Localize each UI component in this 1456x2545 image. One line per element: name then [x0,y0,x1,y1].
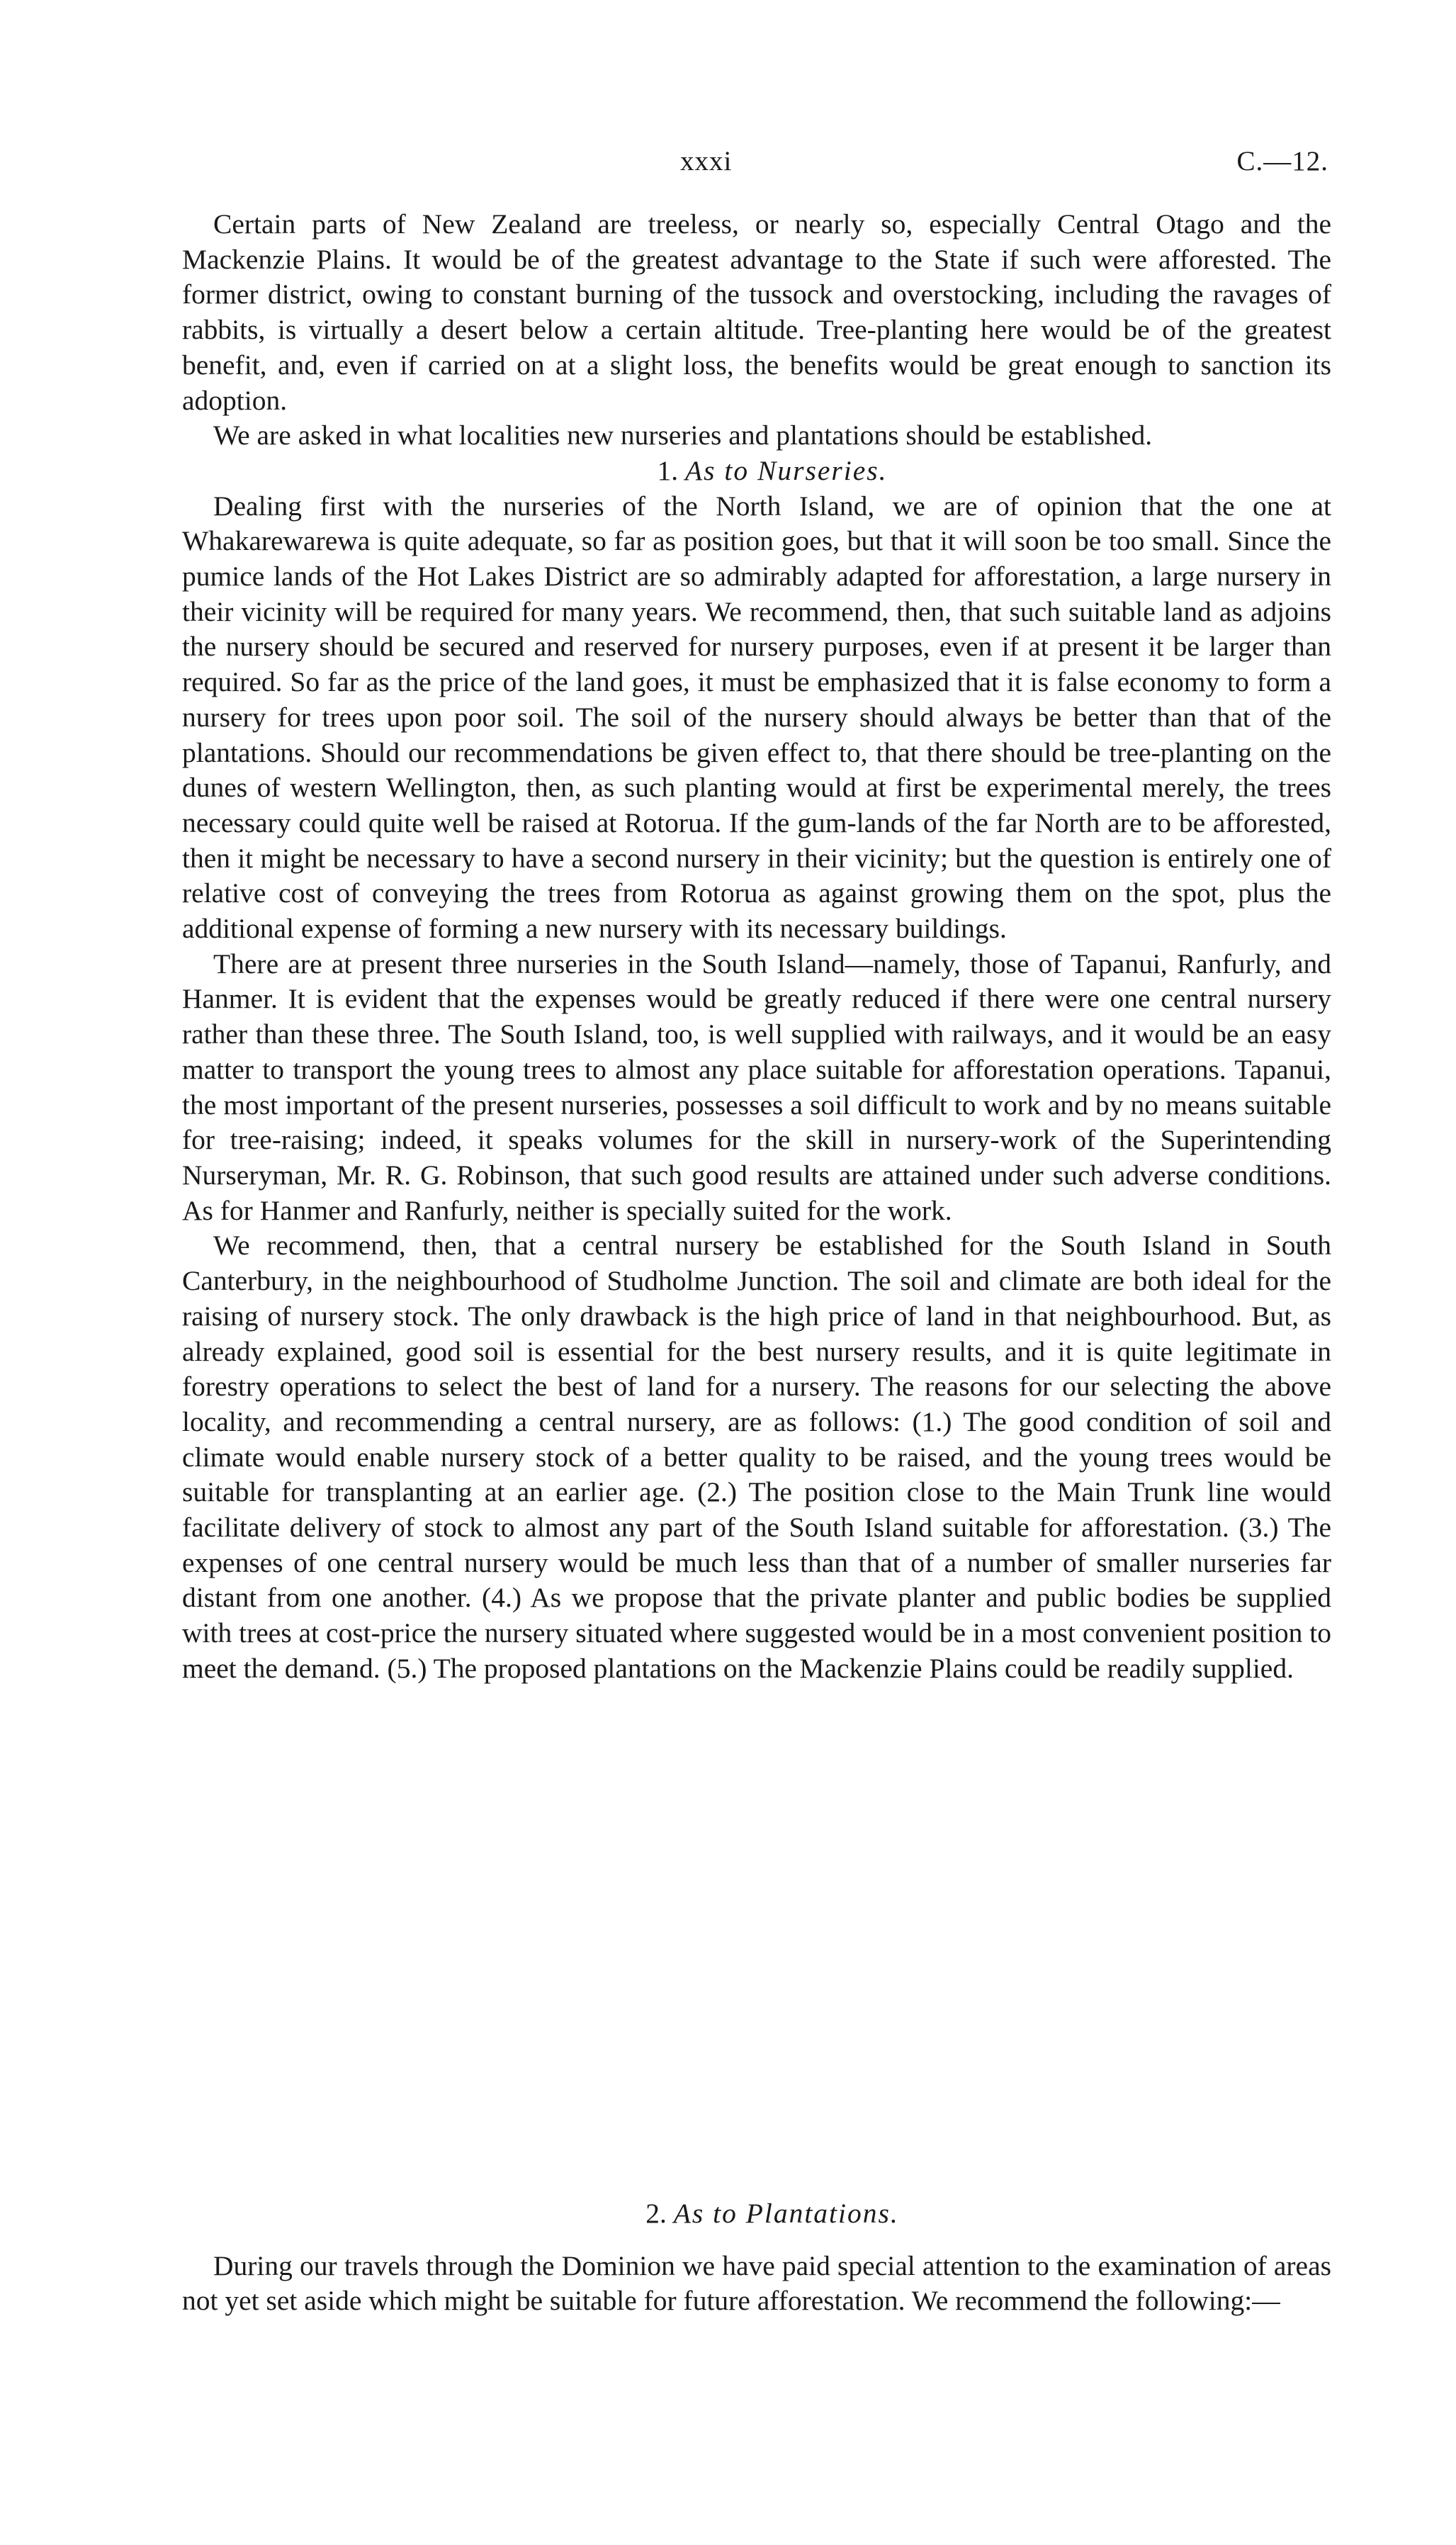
section-number: 2. [645,2198,667,2229]
paragraph-central-nursery-recommendation: We recommend, then, that a central nursery be established for the South Island in South Canterbury, in the neighbourhood of Studholme Junction. The soil and climate are both ideal for the raising of nursery stock. The only drawback is the high price of land in that neighbourhood. But, as already explained, good soil is essential for the best nursery results, and it is quite legitimate in forestry operations to select the best of land for a nursery. The reasons for our selecting the above locality, and recommending a central nursery, are as follows: (1.) The good condition of soil and climate would enable nursery stock of a better quality to be raised, and the young trees would be suitable for transplanting at an earlier age. (2.) The position close to the Main Trunk line would facilitate delivery of stock to almost any part of the South Island suitable for afforestation. (3.) The expenses of one central nursery would be much less than that of a number of smaller nurseries far distant from one another. (4.) As we propose that the private planter and public bodies be supplied with trees at cost-price the nursery situated where suggested would be in a most convenient position to meet the demand. (5.) The proposed plantations on the Mackenzie Plains could be readily supplied. [182,1230,1331,1684]
paragraph-south-island-nurseries: There are at present three nurseries in the South Island—namely, those of Tapanui, Ranfurly, and Hanmer. It is evident that the expenses would be greatly reduced if there were one central nursery rather than these three. The South Island, too, is well supplied with railways, and it would be an easy matter to transport the young trees to almost any place suitable for afforestation operations. Tapanui, the most important of the present nurseries, possesses a soil difficult to work and by no means suitable for tree-raising; indeed, it speaks volumes for the skill in nursery-work of the Superintending Nurseryman, Mr. R. G. Robinson, that such good results are attained under such adverse conditions. As for Hanmer and Ranfurly, neither is specially suited for the work. [182,948,1331,1226]
body-text-main [182,207,1331,1687]
section-title: As to Nurseries. [685,454,888,486]
page-header [0,145,1456,188]
paragraph-treeless-areas: Certain parts of New Zealand are treeless, or nearly so, especially Central Otago and the Mackenzie Plains. It would be of the greatest advantage to the State if such were afforested. The former district, owing to constant burning of the tussock and overstocking, including the ravages of rabbits, is virtually a desert below a certain altitude. Tree-planting here would be of the greatest benefit, and, even if carried on at a slight loss, the benefits would be great enough to sanction its adoption. [182,208,1331,416]
paragraph-localities-question: We are asked in what localities new nurseries and plantations should be established. [213,420,1153,451]
body-text-plantations [182,2196,1331,2319]
page-number: xxxi [680,146,733,176]
paragraph-north-island-nurseries: Dealing first with the nurseries of the North Island, we are of opinion that the one at Whakarewarewa is quite adequate, so far as position goes, but that it will soon be too small. Since the pumice lands of the Hot Lakes District are so admirably adapted for afforestation, a large nursery in their vicinity will be required for many years. We recommend, then, that such suitable land as adjoins the nursery should be secured and reserved for nursery purposes, even if at present it be larger than required. So far as the price of the land goes, it must be emphasized that it is false economy to form a nursery for trees upon poor soil. The soil of the nursery should always be better than that of the plantations. Should our recommendations be given effect to, that there should be tree-planting on the dunes of western Wellington, then, as such planting would at first be experimental merely, the trees necessary could quite well be raised at Rotorua. If the gum-lands of the far North are to be afforested, then it might be necessary to have a second nursery in their vicinity; but the question is entirely one of relative cost of conveying the trees from Rotorua as against growing them on the spot, plus the additional expense of forming a new nursery with its necessary buildings. [182,490,1331,945]
section-number: 1. [657,454,679,486]
section-heading-plantations [182,2196,1331,2232]
section-title: As to Plantations. [673,2198,899,2229]
document-reference: C.—12. [1236,146,1328,176]
paragraph-plantation-areas: During our travels through the Dominion we have paid special attention to the examination of areas not yet set aside which might be suitable for future afforestation. We recommend the following:— [182,2249,1331,2317]
section-heading-nurseries [182,454,1331,489]
